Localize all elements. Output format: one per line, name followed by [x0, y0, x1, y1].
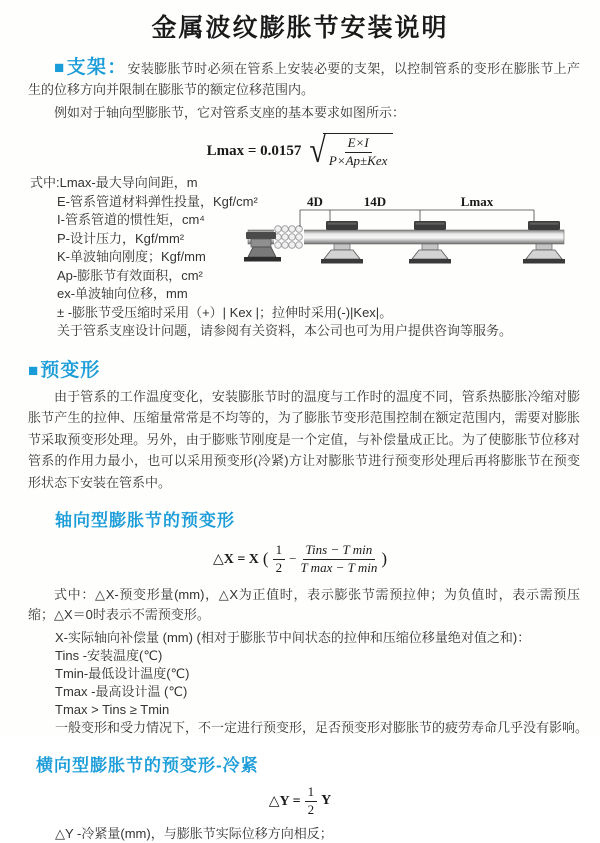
minus-sign: − — [289, 551, 297, 566]
definition-line: Tmax -最高设计温 (℃) — [55, 684, 188, 699]
definition-line: X-实际轴向补偿量 (mm) (相对于膨胀节中间状态的拉伸和压缩位移量绝对值之和)： — [55, 630, 531, 645]
lateral-note-line: △Y -冷紧量(mm)，与膨胀节实际位移方向相反； — [55, 826, 333, 841]
support-section-heading — [54, 57, 128, 78]
support-note-line: 关于管系支座设计问题，请参阅有关资料，本公司也可为用户提供咨询等服务。 — [57, 323, 513, 338]
bellows-icon — [274, 225, 304, 249]
axial-subsection-heading: 轴向型膨胀节的预变形 — [55, 511, 235, 530]
definition-line: ± -膨胀节受压缩时采用（+）| Kex |；拉伸时采用(-)|Kex|。 — [57, 304, 393, 320]
half-fraction: $\frac{1}{2}$ — [305, 785, 318, 818]
pipe-support-diagram — [244, 190, 596, 286]
definition-line: 式中:Lmax-最大导向间距，m — [30, 175, 198, 190]
definition-line: Tmax > Tins ≥ Tmin — [55, 702, 170, 717]
axial-definitions — [55, 629, 589, 737]
radical-icon: √ — [309, 130, 326, 171]
formula1-lhs: Lmax = 0.0157 — [206, 142, 302, 159]
left-paren: ( — [262, 549, 269, 568]
section-square-icon: ■ — [28, 360, 40, 380]
formula2-lhs: △X = X — [212, 551, 259, 567]
definition-line: Tins -安装温度(℃) — [55, 648, 163, 663]
support-example-paragraph: 例如对于轴向型膨胀节，它对管系支座的基本要求如图所示： — [54, 105, 406, 120]
dim-label-4d: 4D — [307, 194, 323, 209]
definition-line: P-设计压力，Kgf/mm² — [57, 230, 185, 246]
right-paren: ) — [381, 549, 388, 568]
dim-label-lmax: Lmax — [460, 194, 494, 209]
definition-line: Ap-膨胀节有效面积，cm² — [57, 267, 203, 283]
lateral-subsection-heading: 横向型膨胀节的预变形-冷紧 — [36, 756, 259, 775]
temperature-fraction: $\frac{\text{Tins − T min}}{\text{T max − T min}}$ — [300, 541, 378, 575]
dim-label-14d: 14D — [363, 194, 387, 209]
preform-body-paragraph: 由于管系的工作温度变化，安装膨胀节时的温度与工作时的温度不同，管系热膨胀冷缩对膨胀节产生的拉伸、压缩量常常是不均等的，为了膨胀节变形范围控制在额定范围内，需要对膨胀节采取预变形处理。另外，由于膨账节刚度是一个定值，与补偿量成正比。为了使膨胀节位移对管系的作用力最小，也可以采用预变形(冷紧)方让对膨胀节进行预变形处理后再将膨胀节在预变形状态下安装在管系中。 — [28, 388, 580, 490]
half-fraction: $\frac{1}{2}$ — [273, 543, 286, 576]
support-heading-label: 支架： — [66, 57, 128, 78]
preform-heading-label: 预变形 — [40, 359, 101, 381]
guide-spacing-formula — [0, 131, 600, 171]
formula3-lhs: △Y = — [268, 793, 301, 809]
square-root — [309, 130, 393, 171]
page-title: 金属波纹膨胀节安装说明 — [151, 14, 449, 42]
axial-where-paragraph: 式中：△X-预变形量(mm)，△X为正值时，表示膨张节需预拉伸；为负值时，表示需预压缩；△X＝0时表示不需预变形。 — [28, 587, 580, 622]
lateral-preform-formula — [0, 785, 600, 817]
axial-preform-formula — [0, 541, 600, 577]
definition-line: Tmin-最低设计温度(℃) — [55, 666, 190, 681]
support-intro-paragraph — [28, 57, 580, 100]
definition-line: K-单波轴向刚度；Kgf/mm — [57, 249, 206, 264]
definition-line: ex-单波轴向位移，mm — [57, 286, 188, 301]
support-intro-text: 安装膨胀节时必须在管系上安装必要的支架，以控制管系的变形在膨胀节上产生的位移方向并限制在膨胀节的额定位移范围内。 — [28, 61, 580, 97]
formula1-fraction: $\frac{E\times I}{\text{P×Ap±Kex}}$ — [328, 135, 388, 168]
note-line: 一般变形和受力情况下，不一定进行预变形，足否预变形对膨胀节的疲劳寿命几乎没有影响。 — [55, 720, 589, 735]
definition-line: E-管系管道材料弹性投量，Kgf/cm² — [57, 193, 258, 209]
formula3-rhs: Y — [321, 793, 332, 808]
definition-line: I-管系管道的惯性矩，cm⁴ — [57, 212, 205, 227]
section-square-icon: ■ — [54, 58, 66, 77]
preform-section-heading — [28, 355, 580, 382]
